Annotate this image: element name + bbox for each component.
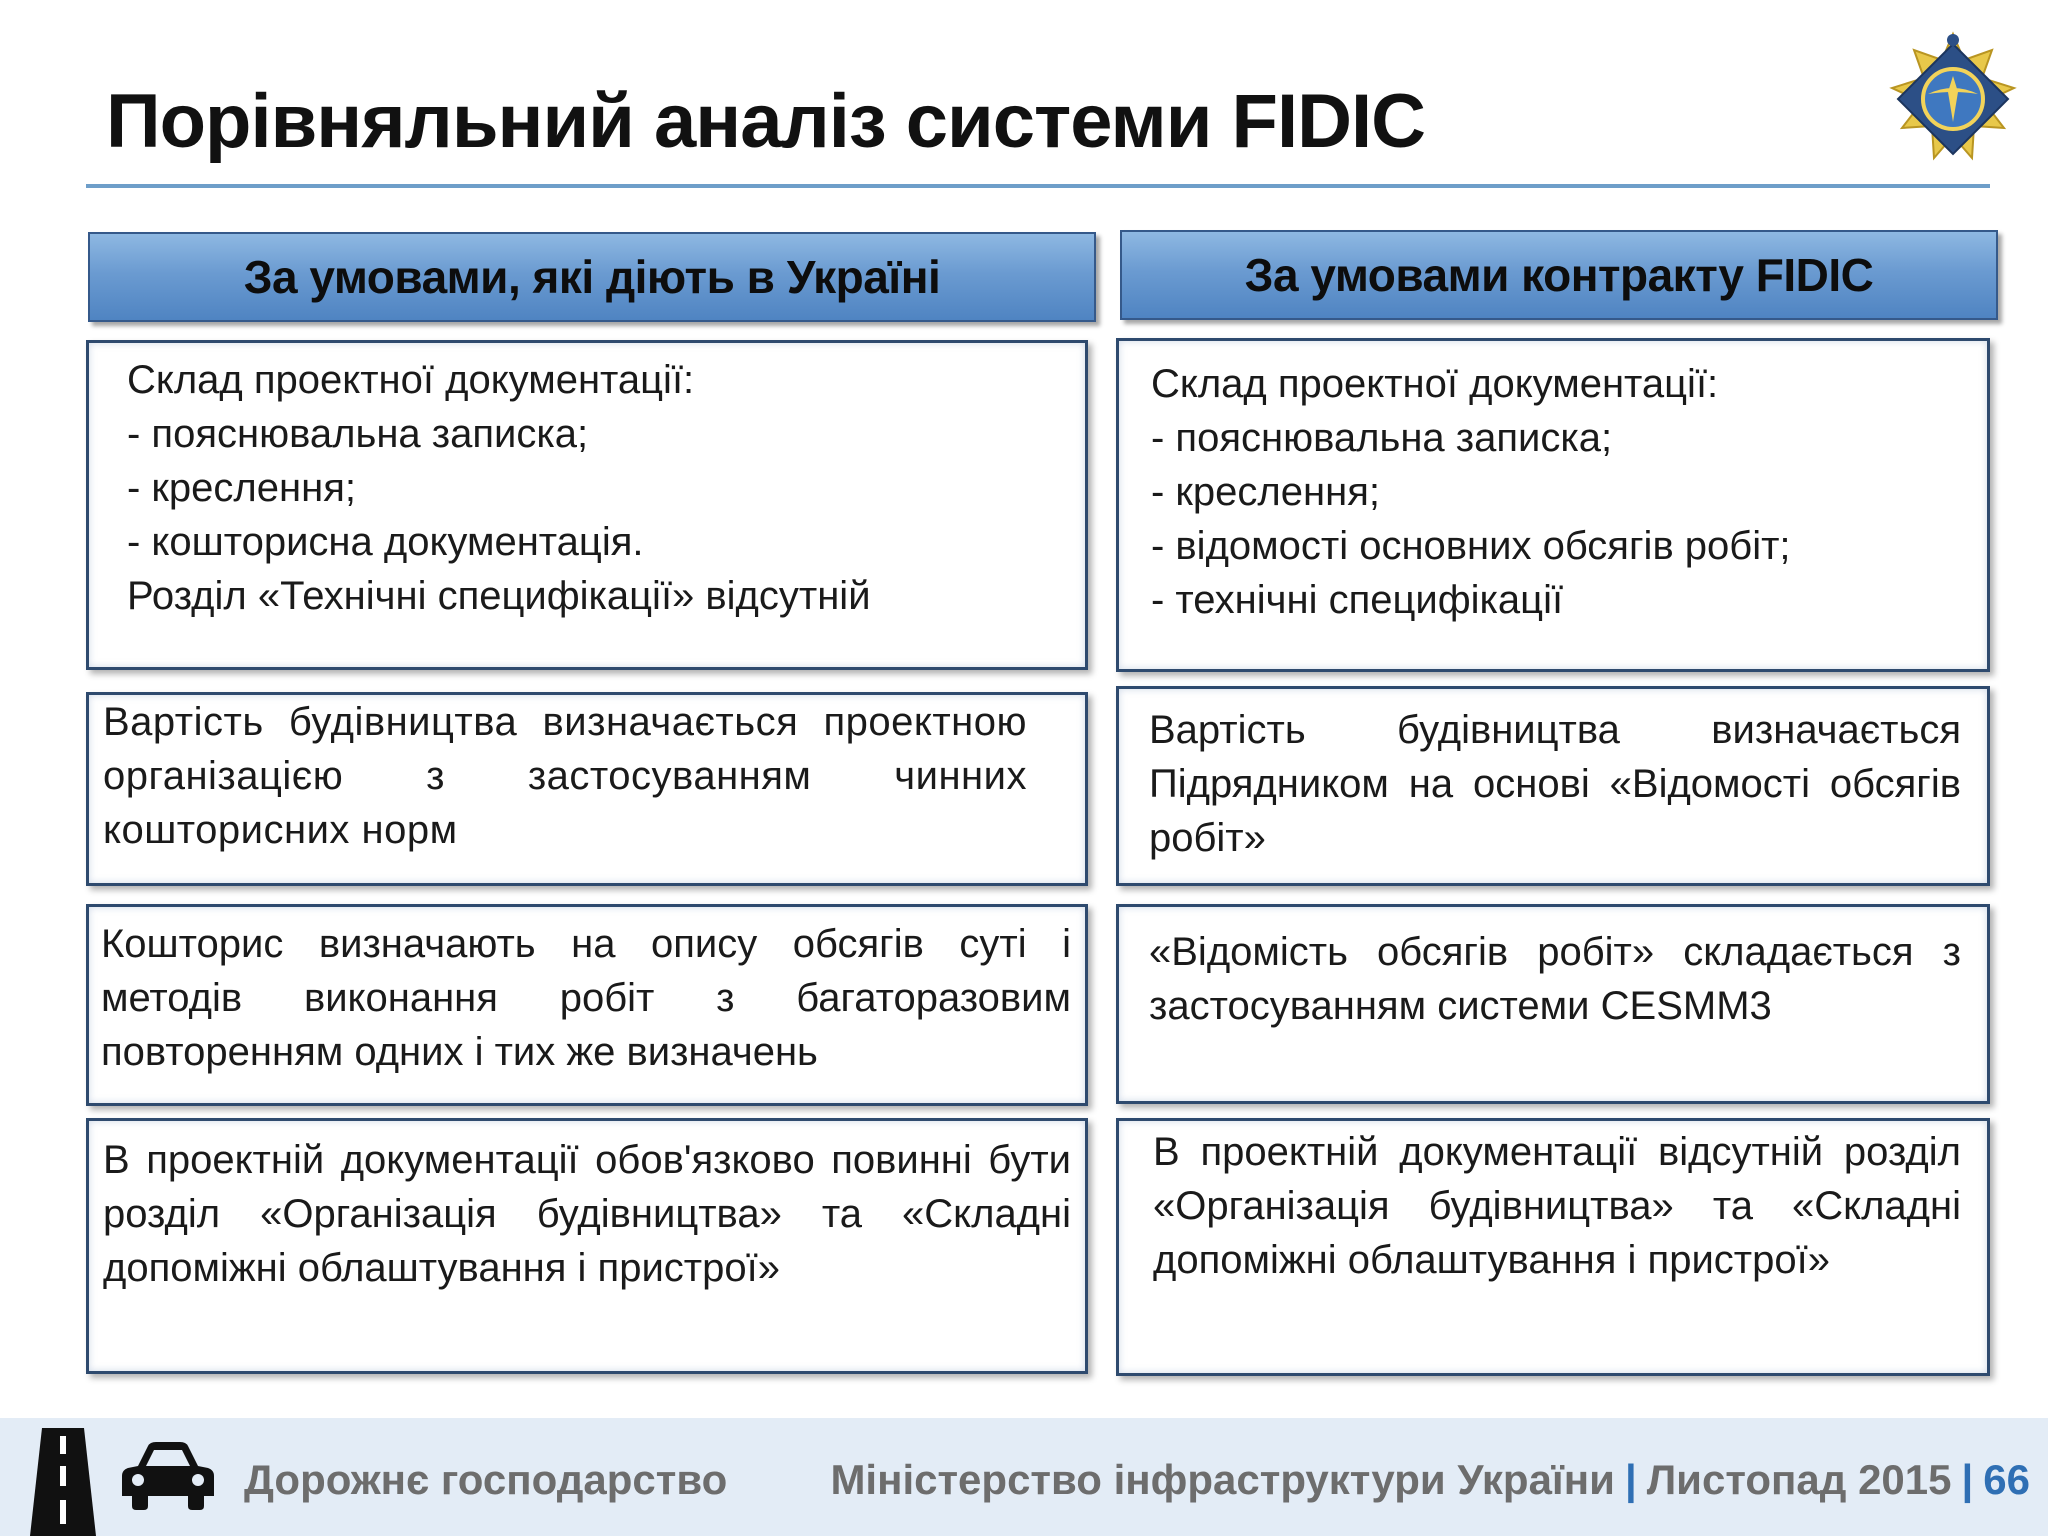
comparison-cell-fidic	[1116, 904, 1990, 1104]
comparison-cell-ukraine	[86, 692, 1088, 886]
footer-date: Листопад 2015	[1646, 1456, 1952, 1503]
cell-text: В проектній документації відсутній розділ «Організація будівництва» та «Складні допоміжні облаштування і пристрої»	[1153, 1130, 1961, 1282]
road-icon	[28, 1428, 98, 1536]
cell-text: Склад проектної документації: - пояснювальна записка; - креслення; - відомості основних обсягів робіт; - технічні специфікації	[1151, 362, 1791, 622]
cell-text: Склад проектної документації: - пояснювальна записка; - креслення; - кошторисна документація. Розділ «Технічні специфікації» відсутній	[127, 358, 871, 618]
footer-separator: |	[1624, 1456, 1637, 1503]
cell-text: Вартість будівництва визначається Підрядником на основі «Відомості обсягів робіт»	[1149, 708, 1961, 860]
cell-text: В проектній документації обов'язково повинні бути розділ «Організація будівництва» та «Складні допоміжні облаштування і пристрої»	[103, 1138, 1071, 1290]
footer-separator: |	[1961, 1456, 1974, 1503]
page-title: Порівняльний аналіз системи FIDIC	[106, 79, 1425, 164]
column-header-ukraine: За умовами, які діють в Україні	[88, 232, 1096, 322]
comparison-cell-fidic	[1116, 338, 1990, 672]
comparison-cell-ukraine	[86, 340, 1088, 670]
cell-text: «Відомість обсягів робіт» складається з застосуванням системи CESMM3	[1149, 930, 1961, 1028]
footer-ministry: Міністерство інфраструктури України	[830, 1456, 1615, 1503]
title-underline	[86, 184, 1990, 188]
page-number: 66	[1983, 1456, 2030, 1503]
comparison-cell-ukraine	[86, 1118, 1088, 1374]
cell-text: Вартість будівництва визначається проектною організацією з застосуванням чинних кошторисних норм	[103, 700, 1027, 852]
ministry-emblem-icon	[1884, 30, 2022, 168]
comparison-cell-ukraine	[86, 904, 1088, 1106]
footer-section-title: Дорожнє господарство	[244, 1456, 728, 1503]
cell-text: Кошторис визначають на опису обсягів суті і методів виконання робіт з багаторазовим повторенням одних і тих же визначень	[101, 922, 1071, 1074]
comparison-cell-fidic	[1116, 686, 1990, 886]
comparison-cell-fidic	[1116, 1118, 1990, 1376]
footer-info	[830, 1456, 2030, 1504]
column-header-fidic: За умовами контракту FIDIC	[1120, 230, 1998, 320]
car-icon	[120, 1440, 216, 1512]
